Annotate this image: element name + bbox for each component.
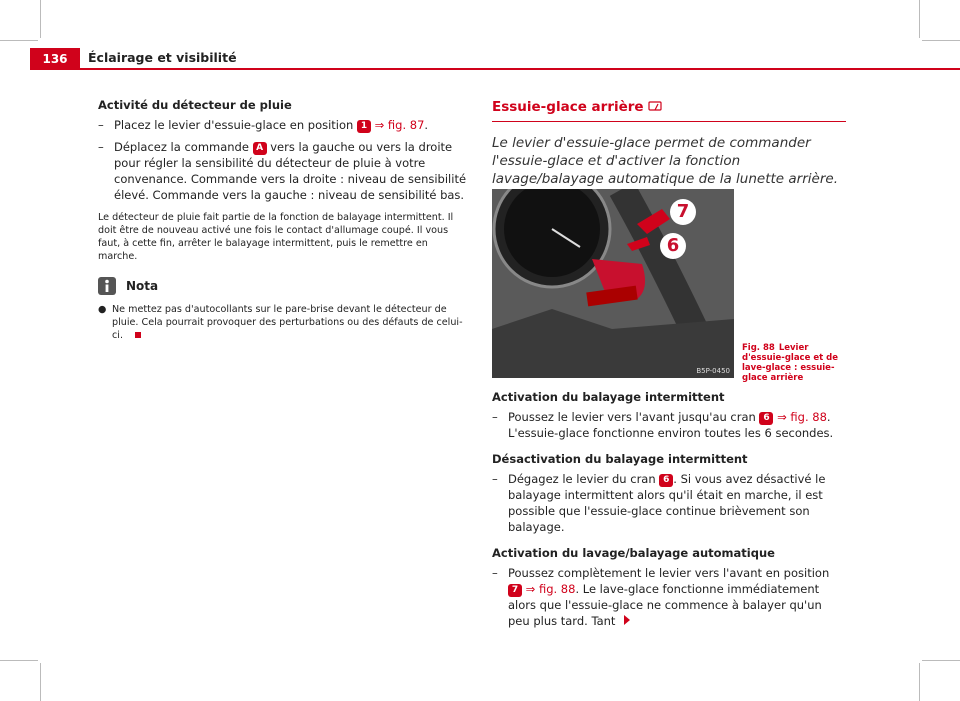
step-heading: Désactivation du balayage intermittent xyxy=(492,452,748,466)
list-item: – Poussez complètement le levier vers l'avant en position 7 ⇒ fig. 88. Le lave-glace fonctionne immédiatement alors que l'essuie-glace ne commence à balayer qu'un peu plus tard. Tant xyxy=(492,566,830,628)
figure-link[interactable]: ⇒ fig. 87 xyxy=(374,118,425,132)
left-column xyxy=(98,97,470,342)
section-title: Essuie-glace arrière xyxy=(492,97,846,122)
callout-7: 7 xyxy=(670,199,696,225)
figure-code: B5P-0450 xyxy=(696,367,730,375)
crop-mark xyxy=(40,663,41,701)
note-bullet: ● Ne mettez pas d'autocollants sur le pare-brise devant le détecteur de pluie. Cela pourrait provoquer des perturbations ou des défauts de celui-ci. xyxy=(98,304,463,341)
crop-mark xyxy=(919,663,920,701)
list-item: – Poussez le levier vers l'avant jusqu'au cran 6 ⇒ fig. 88. L'essuie-glace fonctionne environ toutes les 6 secondes. xyxy=(492,410,834,440)
crop-mark xyxy=(919,0,920,38)
list-item: – Dégagez le levier du cran 6 . Si vous avez désactivé le balayage intermittent alors qu'il était en marche, il est possible que l'essuie-glace continue brièvement son balayage. xyxy=(492,472,826,534)
end-of-section-icon xyxy=(135,332,141,338)
right-steps xyxy=(492,389,846,635)
running-head: Éclairage et visibilité xyxy=(88,50,237,65)
note-header xyxy=(98,277,470,295)
figure-link[interactable]: ⇒ fig. 88 xyxy=(525,582,576,596)
section-heading: Activité du détecteur de pluie xyxy=(98,98,292,112)
lead-paragraph: Le levier d'essuie-glace permet de commander l'essuie-glace et d'activer la fonction lavage/balayage automatique de la lunette arrière. xyxy=(492,135,838,187)
list-item: – Placez le levier d'essuie-glace en position 1 ⇒ fig. 87. xyxy=(98,118,429,132)
header-rule xyxy=(30,68,960,70)
position-badge: 6 xyxy=(659,474,673,487)
crop-mark xyxy=(40,0,41,38)
crop-mark xyxy=(0,40,38,41)
crop-mark xyxy=(922,40,960,41)
figure-link[interactable]: ⇒ fig. 88 xyxy=(777,410,827,424)
control-badge: A xyxy=(253,142,267,155)
figure-image xyxy=(492,189,734,378)
continue-arrow-icon xyxy=(624,615,630,625)
position-badge: 7 xyxy=(508,584,522,597)
figure-caption: Fig. 88 Levier d'essuie-glace et de lave-glace : essuie-glace arrière xyxy=(742,343,838,383)
page-number: 136 xyxy=(30,48,80,70)
position-badge: 6 xyxy=(759,412,773,425)
crop-mark xyxy=(922,660,960,661)
position-badge: 1 xyxy=(357,120,371,133)
crop-mark xyxy=(0,660,38,661)
info-icon xyxy=(98,277,116,295)
body-paragraph: Le détecteur de pluie fait partie de la fonction de balayage intermittent. Il doit être de nouveau activé une fois le contact d'allumage coupé. Il vous faut, à cette fin, arrêter le balayage intermittent, puis le remettre en marche. xyxy=(98,212,454,262)
list-item: – Déplacez la commande A vers la gauche ou vers la droite pour régler la sensibilité du détecteur de pluie à votre convenance. Commande vers la droite : niveau de sensibilité élevé. Commande vers la gauche : niveau de sensibilité bas. xyxy=(98,140,467,202)
note-title: Nota xyxy=(126,279,159,293)
page-header xyxy=(30,48,960,70)
step-heading: Activation du balayage intermittent xyxy=(492,390,725,404)
rear-wiper-icon xyxy=(648,99,662,119)
callout-6: 6 xyxy=(660,233,686,259)
right-column xyxy=(492,97,846,188)
step-heading: Activation du lavage/balayage automatique xyxy=(492,546,775,560)
